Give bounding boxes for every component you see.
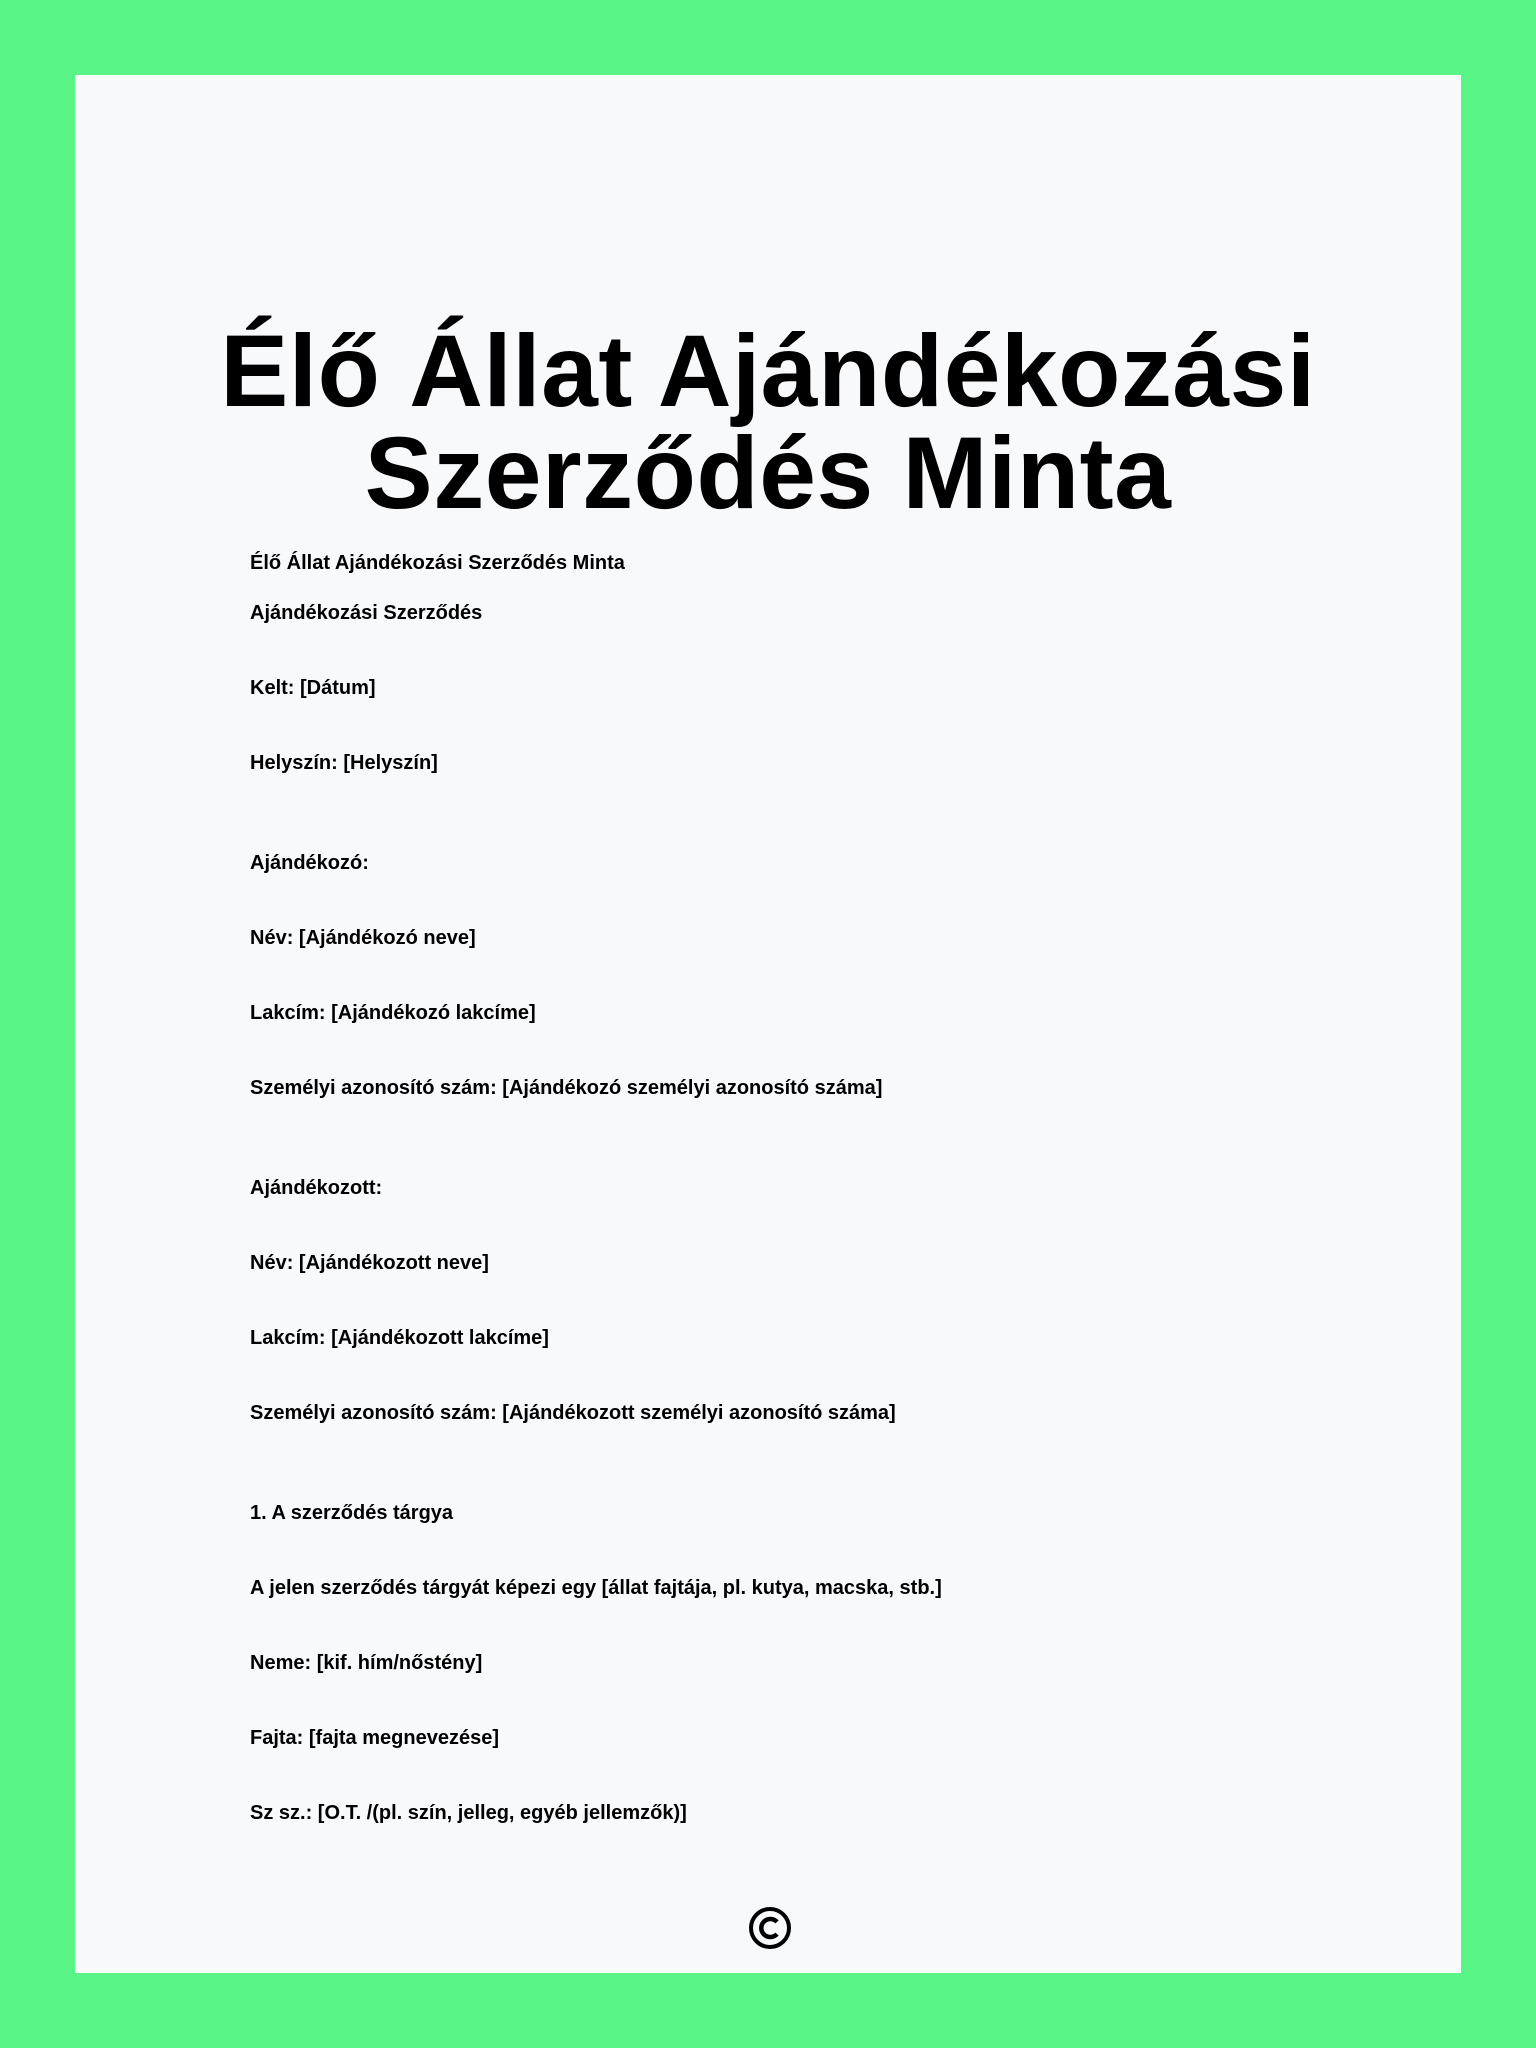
title-line-2: Szerződés Minta <box>364 416 1172 530</box>
donor-heading: Ajándékozó: <box>250 852 369 874</box>
breed-line: Fajta: [fajta megnevezése] <box>250 1727 499 1749</box>
date-line: Kelt: [Dátum] <box>250 677 376 699</box>
document-page <box>75 75 1461 1973</box>
title-line-1: Élő Állat Ajándékozási <box>220 314 1316 428</box>
recipient-heading: Ajándékozott: <box>250 1177 383 1199</box>
subject-line: A jelen szerződés tárgyát képezi egy [állat fajtája, pl. kutya, macska, stb.] <box>250 1577 942 1599</box>
sex-line: Neme: [kif. hím/nőstény] <box>250 1652 483 1674</box>
copyright-icon <box>747 1905 793 1951</box>
contract-type: Ajándékozási Szerződés <box>250 602 483 624</box>
section-1-heading: 1. A szerződés tárgya <box>250 1502 454 1524</box>
recipient-name: Név: [Ajándékozott neve] <box>250 1252 489 1274</box>
place-line: Helyszín: [Helyszín] <box>250 752 438 774</box>
donor-id: Személyi azonosító szám: [Ajándékozó személyi azonosító száma] <box>250 1077 883 1099</box>
doc-heading: Élő Állat Ajándékozási Szerződés Minta <box>250 552 625 574</box>
donor-address: Lakcím: [Ajándékozó lakcíme] <box>250 1002 536 1024</box>
donor-name: Név: [Ajándékozó neve] <box>250 927 476 949</box>
recipient-id: Személyi azonosító szám: [Ajándékozott személyi azonosító száma] <box>250 1402 896 1424</box>
characteristics-line: Sz sz.: [O.T. /(pl. szín, jelleg, egyéb jellemzők)] <box>250 1802 687 1824</box>
document-title <box>75 314 1461 530</box>
recipient-address: Lakcím: [Ajándékozott lakcíme] <box>250 1327 549 1349</box>
